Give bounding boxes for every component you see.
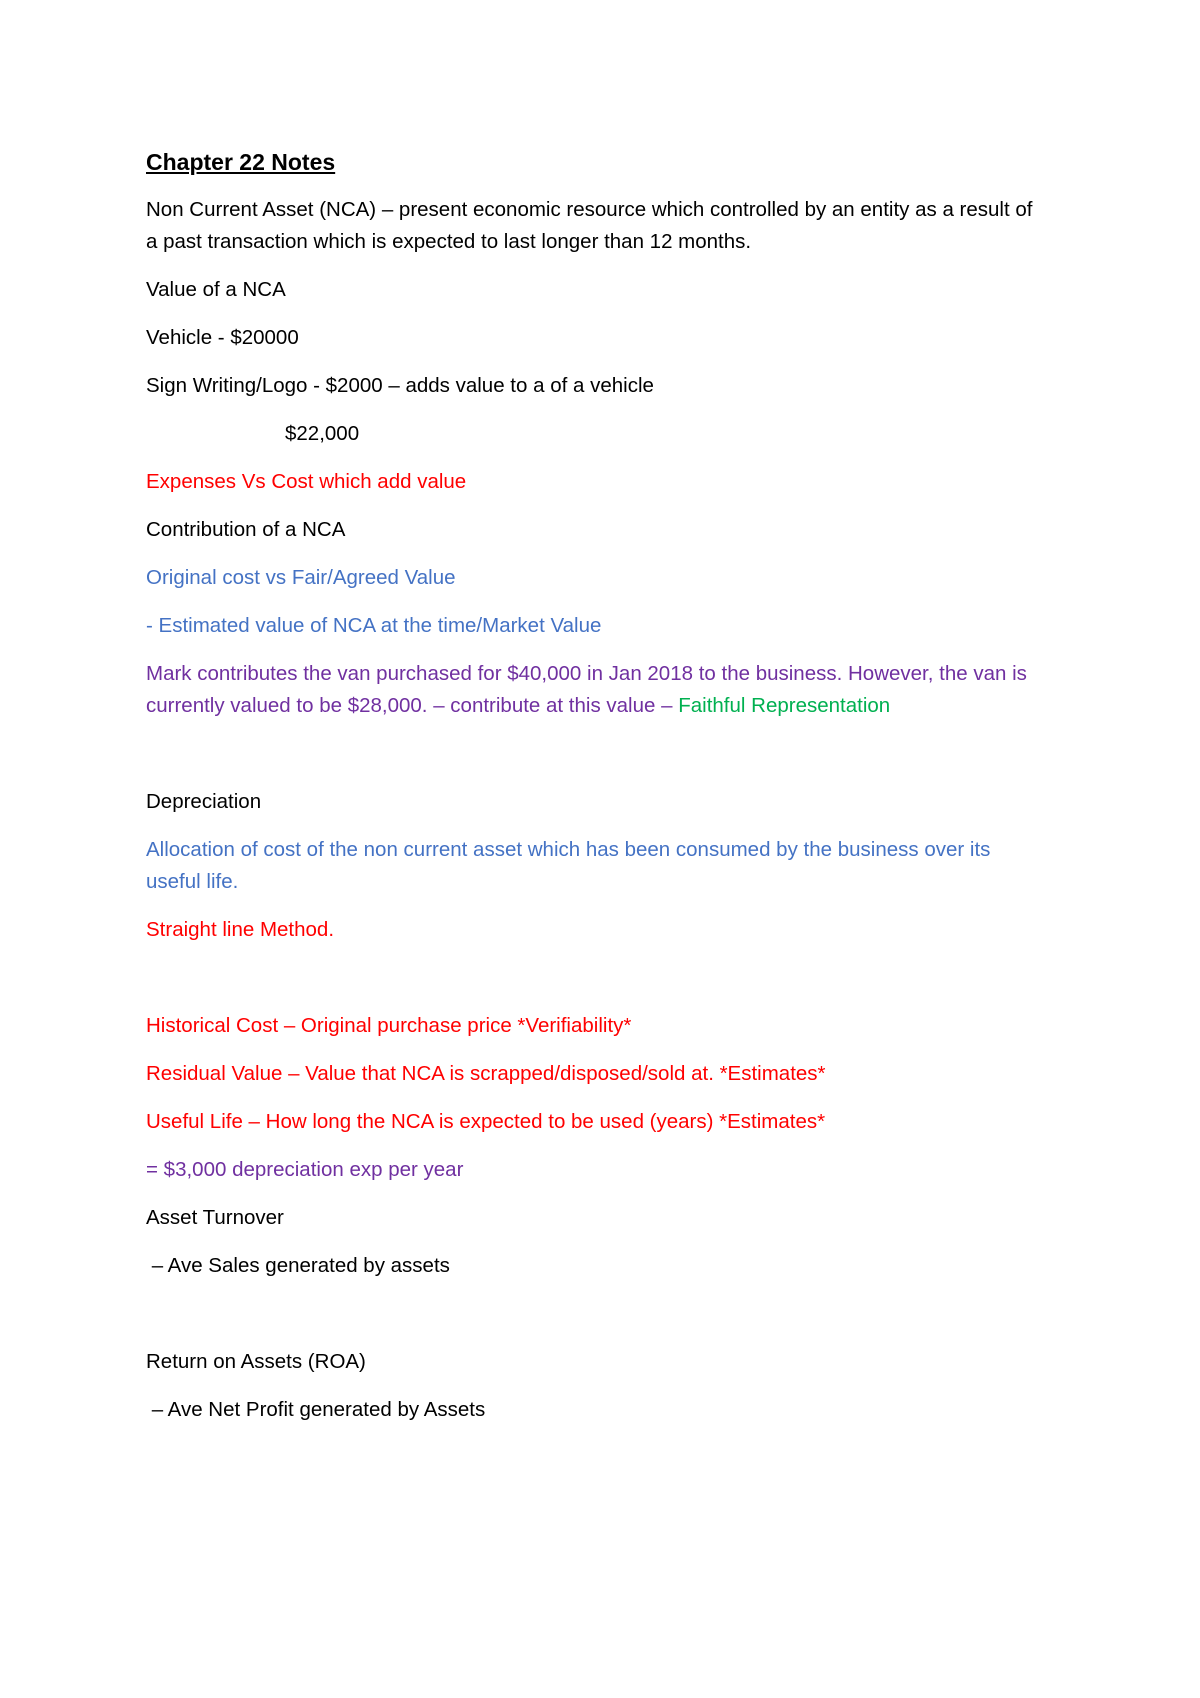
value-heading: Value of a NCA [146, 278, 286, 301]
spacer [146, 1298, 1040, 1346]
estimated-value: - Estimated value of NCA at the time/Market Value [146, 614, 602, 637]
contribution-example [146, 658, 1046, 722]
vehicle-line: Vehicle - $20000 [146, 326, 299, 349]
expenses-vs-cost: Expenses Vs Cost which add value [146, 470, 467, 493]
spacer [146, 962, 1040, 1010]
depreciation-definition: Allocation of cost of the non current asset which has been consumed by the business over its useful life. [146, 838, 991, 893]
total-value: $22,000 [285, 422, 360, 445]
asset-turnover-heading: Asset Turnover [146, 1206, 284, 1229]
asset-turnover-description: – Ave Sales generated by assets [146, 1254, 450, 1277]
depreciation-heading: Depreciation [146, 790, 262, 813]
residual-value: Residual Value – Value that NCA is scrapped/disposed/sold at. *Estimates* [146, 1062, 826, 1085]
original-vs-fair: Original cost vs Fair/Agreed Value [146, 566, 456, 589]
document-title: Chapter 22 Notes [146, 149, 336, 175]
depreciation-result: = $3,000 depreciation exp per year [146, 1158, 464, 1181]
roa-description: – Ave Net Profit generated by Assets [146, 1398, 486, 1421]
spacer [146, 738, 1040, 786]
straight-line-method: Straight line Method. [146, 918, 335, 941]
sign-writing-line: Sign Writing/Logo - $2000 – adds value to a of a vehicle [146, 374, 654, 397]
contribution-heading: Contribution of a NCA [146, 518, 346, 541]
example-text: Mark contributes the van purchased for $40,000 in Jan 2018 to the business. However, the van is currently valued to be $28,000. – contribute at this value – [146, 662, 1027, 717]
historical-cost: Historical Cost – Original purchase price *Verifiability* [146, 1014, 632, 1037]
useful-life: Useful Life – How long the NCA is expected to be used (years) *Estimates* [146, 1110, 826, 1133]
roa-heading: Return on Assets (ROA) [146, 1350, 366, 1373]
example-principle: Faithful Representation [678, 694, 891, 717]
nca-definition: Non Current Asset (NCA) – present economic resource which controlled by an entity as a result of a past transaction which is expected to last longer than 12 months. [146, 198, 1033, 253]
